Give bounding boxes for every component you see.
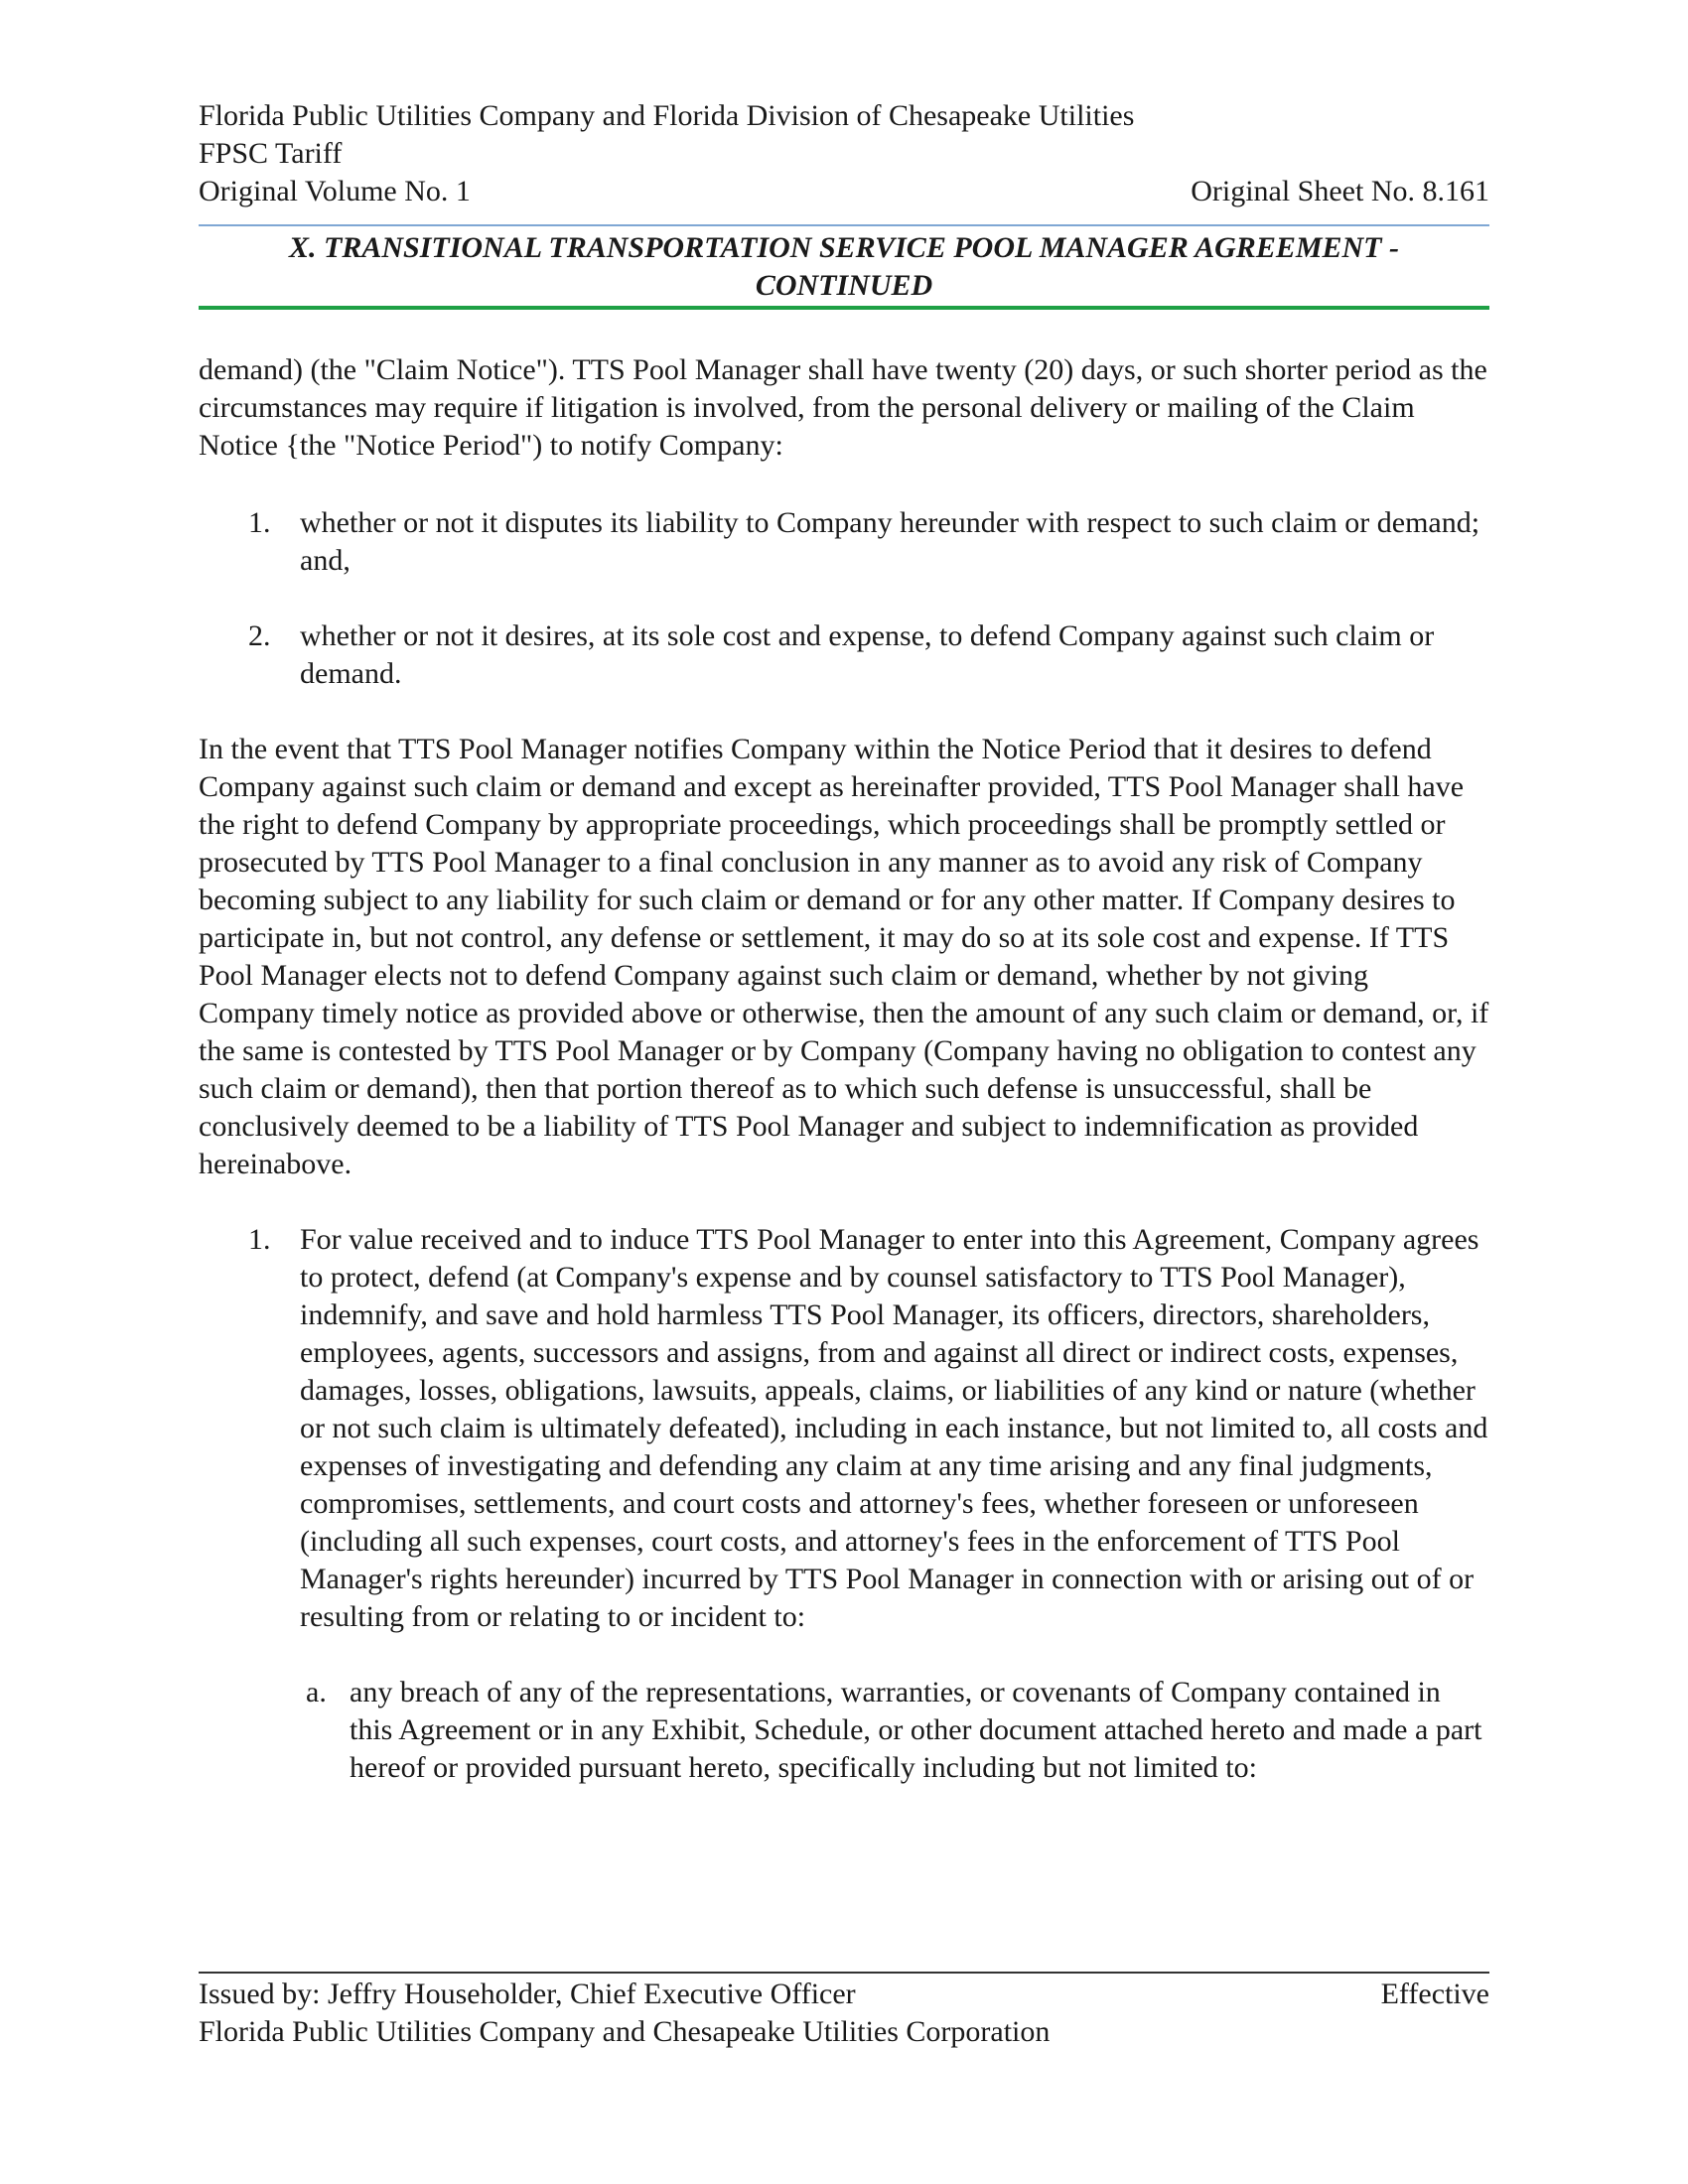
section-divider [199, 306, 1489, 310]
list-text: whether or not it disputes its liability to Company hereunder with respect to such claim or demand; and, [300, 506, 1480, 577]
section-title-line-2: CONTINUED [755, 269, 933, 302]
tariff-page [199, 0, 1489, 2184]
header-volume-row [199, 173, 1489, 210]
list-number: 2. [248, 619, 271, 652]
header-company: Florida Public Utilities Company and Florida Division of Chesapeake Utilities [199, 99, 1135, 132]
list-text: whether or not it desires, at its sole cost and expense, to defend Company against such claim or demand. [300, 619, 1435, 690]
header-tariff: FPSC Tariff [199, 137, 343, 170]
section-title-line-1: X. TRANSITIONAL TRANSPORTATION SERVICE POOL MANAGER AGREEMENT - [288, 231, 1399, 264]
footer-issued-row [199, 1976, 1489, 2013]
page-footer [199, 1976, 1489, 2051]
footer-company: Florida Public Utilities Company and Chesapeake Utilities Corporation [199, 2015, 1051, 2048]
sub-list-text: any breach of any of the representations, warranties, or covenants of Company contained in this Agreement or in any Exhibit, Schedule, or other document attached hereto and made a part hereof or provided pursuant hereto, specifically including but not limited to: [350, 1676, 1482, 1784]
paragraph-defense: In the event that TTS Pool Manager notifies Company within the Notice Period that it desires to defend Company against such claim or demand and except as hereinafter provided, TTS Pool Manager shall have the right to defend Company by appropriate proceedings, which proceedings shall be promptly settled or prosecuted by TTS Pool Manager to a final conclusion in any manner as to avoid any risk of Company becoming subject to any liability for such claim or demand or for any other matter. If Company desires to participate in, but not control, any defense or settlement, it may do so at its sole cost and expense. If TTS Pool Manager elects not to defend Company against such claim or demand, whether by not giving Company timely notice as provided above or otherwise, then the amount of any such claim or demand, or, if the same is contested by TTS Pool Manager or by Company (Company having no obligation to contest any such claim or demand), then that portion thereof as to which such defense is unsuccessful, shall be conclusively deemed to be a liability of TTS Pool Manager and subject to indemnification as provided hereinabove. [199, 733, 1489, 1180]
list-text: For value received and to induce TTS Pool Manager to enter into this Agreement, Company agrees to protect, defend (at Company's expense and by counsel satisfactory to TTS Pool Manager), indemnify, and save and hold harmless TTS Pool Manager, its officers, directors, shareholders, employees, agents, successors and assigns, from and against all direct or indirect costs, expenses, damages, losses, obligations, lawsuits, appeals, claims, or liabilities of any kind or nature (whether or not such claim is ultimately defeated), including in each instance, but not limited to, all costs and expenses of investigating and defending any claim at any time arising and any final judgments, compromises, settlements, and court costs and attorney's fees, whether foreseen or unforeseen (including all such expenses, court costs, and attorney's fees in the enforcement of TTS Pool Manager's rights hereunder) incurred by TTS Pool Manager in connection with or arising out of or resulting from or relating to or incident to: [300, 1223, 1488, 1633]
page-header [199, 97, 1489, 210]
sub-list-letter: a. [306, 1676, 327, 1708]
document-body [199, 351, 1489, 1787]
header-sheet-number: Original Sheet No. 8.161 [1191, 175, 1489, 207]
footer-effective: Effective [1380, 1978, 1489, 2010]
paragraph-claim-notice: demand) (the "Claim Notice"). TTS Pool Manager shall have twenty (20) days, or such shorter period as the circumstances may require if litigation is involved, from the personal delivery or mailing of the Claim Notice {the "Notice Period") to notify Company: [199, 353, 1487, 462]
section-title [199, 229, 1489, 305]
list-item [199, 504, 1489, 580]
header-divider [199, 224, 1489, 226]
footer-issued-by: Issued by: Jeffry Householder, Chief Executive Officer [199, 1978, 856, 2010]
header-volume: Original Volume No. 1 [199, 175, 471, 207]
list-item [199, 1221, 1489, 1636]
list-number: 1. [248, 506, 271, 539]
list-number: 1. [248, 1223, 271, 1256]
sub-list-item [298, 1674, 1489, 1787]
footer-divider [199, 1972, 1489, 1974]
list-item [199, 617, 1489, 693]
